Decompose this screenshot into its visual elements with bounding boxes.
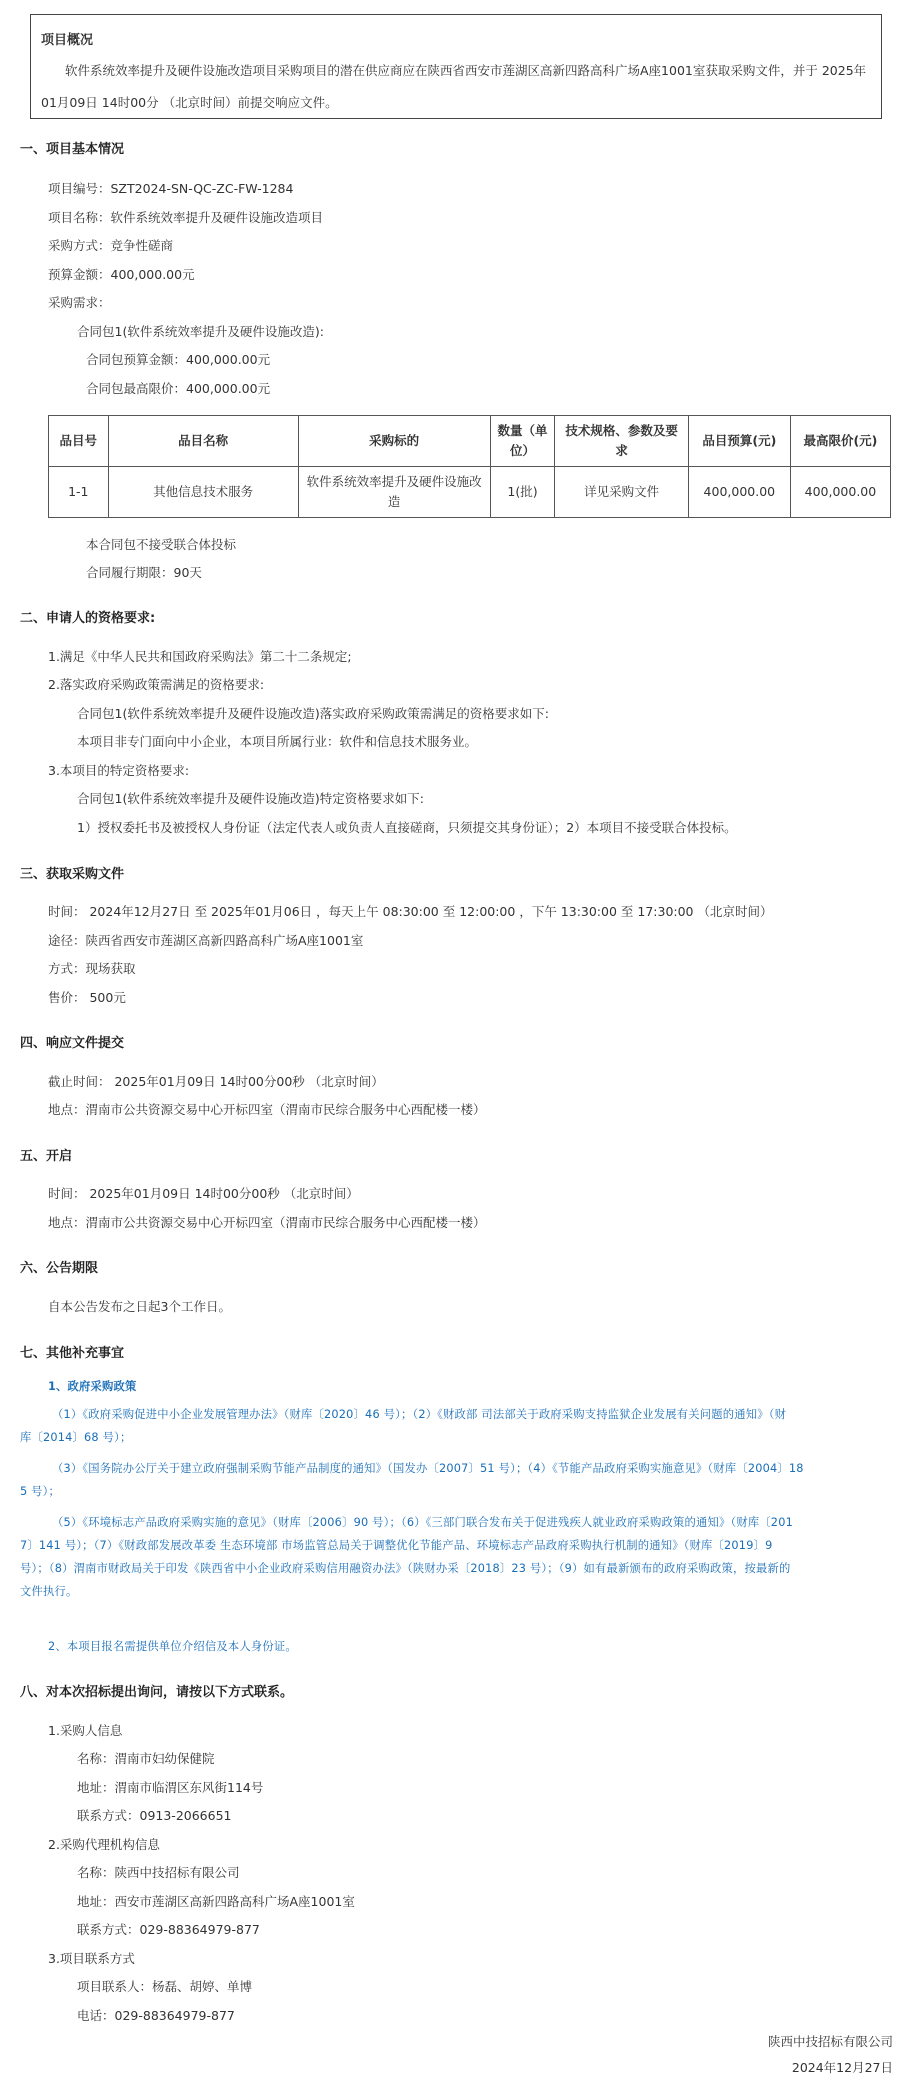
submit-place: 地点：渭南市公共资源交易中心开标四室（渭南市民综合服务中心西配楼一楼） (48, 1102, 486, 1117)
qualification-line: 合同包1(软件系统效率提升及硬件设施改造)落实政府采购政策需满足的资格要求如下: (77, 706, 549, 721)
procurement-demand: 采购需求： (48, 295, 111, 310)
acquire-route: 途径：陕西省西安市莲湖区高新四路高科广场A座1001室 (48, 933, 364, 948)
procurement-method: 采购方式：竞争性磋商 (48, 238, 174, 253)
policy-line: 文件执行。 (20, 1585, 78, 1598)
table-header: 品目号 (49, 416, 109, 467)
qualification-line: 1）授权委托书及被授权人身份证（法定代表人或负责人直接磋商，只须提交其身份证）；2）本项目不接受联合体投标。 (77, 820, 737, 835)
opening-time: 时间： 2025年01月09日 14时00分00秒 （北京时间） (48, 1186, 359, 1201)
summary-title: 项目概况 (41, 33, 94, 48)
items-table (48, 415, 891, 518)
policy-line: （3）《国务院办公厅关于建立政府强制采购节能产品制度的通知》（国发办〔2007〕51 号）；（4）《节能产品政府采购实施意见》（财库〔2004〕18 (52, 1462, 804, 1475)
qualification-line: 1.满足《中华人民共和国政府采购法》第二十二条规定; (48, 649, 352, 664)
buyer-info-title: 1.采购人信息 (48, 1723, 123, 1738)
policy-line: 库〔2014〕68 号）； (20, 1431, 132, 1444)
section-2-heading: 二、申请人的资格要求: (20, 611, 156, 626)
agency-address: 地址：西安市莲湖区高新四路高科广场A座1001室 (77, 1894, 355, 1909)
table-header-row (49, 416, 891, 467)
policy-line: （5）《环境标志产品政府采购实施的意见》（财库〔2006〕90 号）；（6）《三部门联合发布关于促进残疾人就业政府采购政策的通知》（财库〔201 (52, 1516, 793, 1529)
table-cell: 1(批) (490, 467, 555, 518)
contract-period: 合同履行期限：90天 (86, 565, 202, 580)
footer-company: 陕西中技招标有限公司 (767, 2034, 893, 2049)
table-header: 技术规格、参数及要求 (555, 416, 688, 467)
contact-info-title: 3.项目联系方式 (48, 1951, 135, 1966)
project-name: 项目名称：软件系统效率提升及硬件设施改造项目 (48, 210, 324, 225)
section-3-heading: 三、获取采购文件 (20, 867, 125, 882)
buyer-address: 地址：渭南市临渭区东风街114号 (77, 1780, 264, 1795)
footer-date: 2024年12月27日 (791, 2060, 893, 2075)
no-consortium-note: 本合同包不接受联合体投标 (86, 537, 237, 552)
acquire-price: 售价： 500元 (48, 990, 126, 1005)
table-cell: 其他信息技术服务 (108, 467, 298, 518)
notice-period: 自本公告发布之日起3个工作日。 (48, 1299, 231, 1314)
buyer-phone: 联系方式：0913-2066651 (77, 1808, 232, 1823)
qualification-line: 合同包1(软件系统效率提升及硬件设施改造)特定资格要求如下: (77, 791, 424, 806)
agency-info-title: 2.采购代理机构信息 (48, 1837, 160, 1852)
section-5-heading: 五、开启 (20, 1149, 73, 1164)
table-header: 采购标的 (298, 416, 490, 467)
qualification-line: 3.本项目的特定资格要求: (48, 763, 190, 778)
policy-item-2: 2、本项目报名需提供单位介绍信及本人身份证。 (48, 1640, 297, 1653)
contact-phone: 电话：029-88364979-877 (77, 2008, 235, 2023)
policy-line: 5 号）； (20, 1485, 61, 1498)
section-8-heading: 八、对本次招标提出询问，请按以下方式联系。 (20, 1685, 294, 1700)
section-1-heading: 一、项目基本情况 (20, 142, 125, 157)
section-6-heading: 六、公告期限 (20, 1261, 99, 1276)
policy-subheading: 1、政府采购政策 (48, 1380, 137, 1393)
table-header: 品目名称 (108, 416, 298, 467)
opening-place: 地点：渭南市公共资源交易中心开标四室（渭南市民综合服务中心西配楼一楼） (48, 1215, 486, 1230)
policy-line: 号）；（8）渭南市财政局关于印发《陕西省中小企业政府采购信用融资办法》（陕财办采〔2018〕23 号）；（9）如有最新颁布的政府采购政策，按最新的 (20, 1562, 791, 1575)
table-header: 最高限价(元) (790, 416, 890, 467)
table-cell: 400,000.00 (790, 467, 890, 518)
section-4-heading: 四、响应文件提交 (20, 1036, 125, 1051)
acquire-time: 时间： 2024年12月27日 至 2025年01月06日 ，每天上午 08:30:00 至 12:00:00 ，下午 13:30:00 至 17:30:00 （北京时间） (48, 904, 773, 919)
table-cell: 1-1 (49, 467, 109, 518)
contact-person: 项目联系人：杨磊、胡婷、单博 (77, 1979, 253, 1994)
table-cell: 400,000.00 (688, 467, 790, 518)
buyer-name: 名称：渭南市妇幼保健院 (77, 1751, 215, 1766)
table-row (49, 467, 891, 518)
qualification-line: 本项目非专门面向中小企业，本项目所属行业：软件和信息技术服务业。 (77, 734, 478, 749)
policy-line: （1）《政府采购促进中小企业发展管理办法》（财库〔2020〕46 号）；（2）《财政部 司法部关于政府采购支持监狱企业发展有关问题的通知》（财 (52, 1408, 787, 1421)
table-cell: 详见采购文件 (555, 467, 688, 518)
contract-package: 合同包1(软件系统效率提升及硬件设施改造): (77, 324, 324, 339)
qualification-line: 2.落实政府采购政策需满足的资格要求: (48, 677, 265, 692)
package-max-price: 合同包最高限价：400,000.00元 (86, 381, 271, 396)
agency-name: 名称：陕西中技招标有限公司 (77, 1865, 240, 1880)
acquire-mode: 方式：现场获取 (48, 961, 136, 976)
policy-line: 7〕141 号）；（7）《财政部发展改革委 生态环境部 市场监管总局关于调整优化节能产品、环境标志产品政府采购执行机制的通知》（财库〔2019〕9 (20, 1539, 773, 1552)
submit-deadline: 截止时间： 2025年01月09日 14时00分00秒 （北京时间） (48, 1074, 384, 1089)
table-header: 品目预算(元) (688, 416, 790, 467)
agency-phone: 联系方式：029-88364979-877 (77, 1922, 260, 1937)
project-summary-box (30, 14, 882, 119)
budget-amount: 预算金额：400,000.00元 (48, 267, 195, 282)
section-7-heading: 七、其他补充事宜 (20, 1346, 125, 1361)
table-header: 数量（单位） (490, 416, 555, 467)
package-budget: 合同包预算金额：400,000.00元 (86, 352, 271, 367)
summary-body: 软件系统效率提升及硬件设施改造项目采购项目的潜在供应商应在陕西省西安市莲湖区高新四路高科广场A座1001室获取采购文件，并于 2025年01月09日 14时00分 （北京时间）前提交响应文件。 (41, 63, 867, 110)
table-cell: 软件系统效率提升及硬件设施改造 (298, 467, 490, 518)
project-number: 项目编号：SZT2024-SN-QC-ZC-FW-1284 (48, 181, 294, 196)
